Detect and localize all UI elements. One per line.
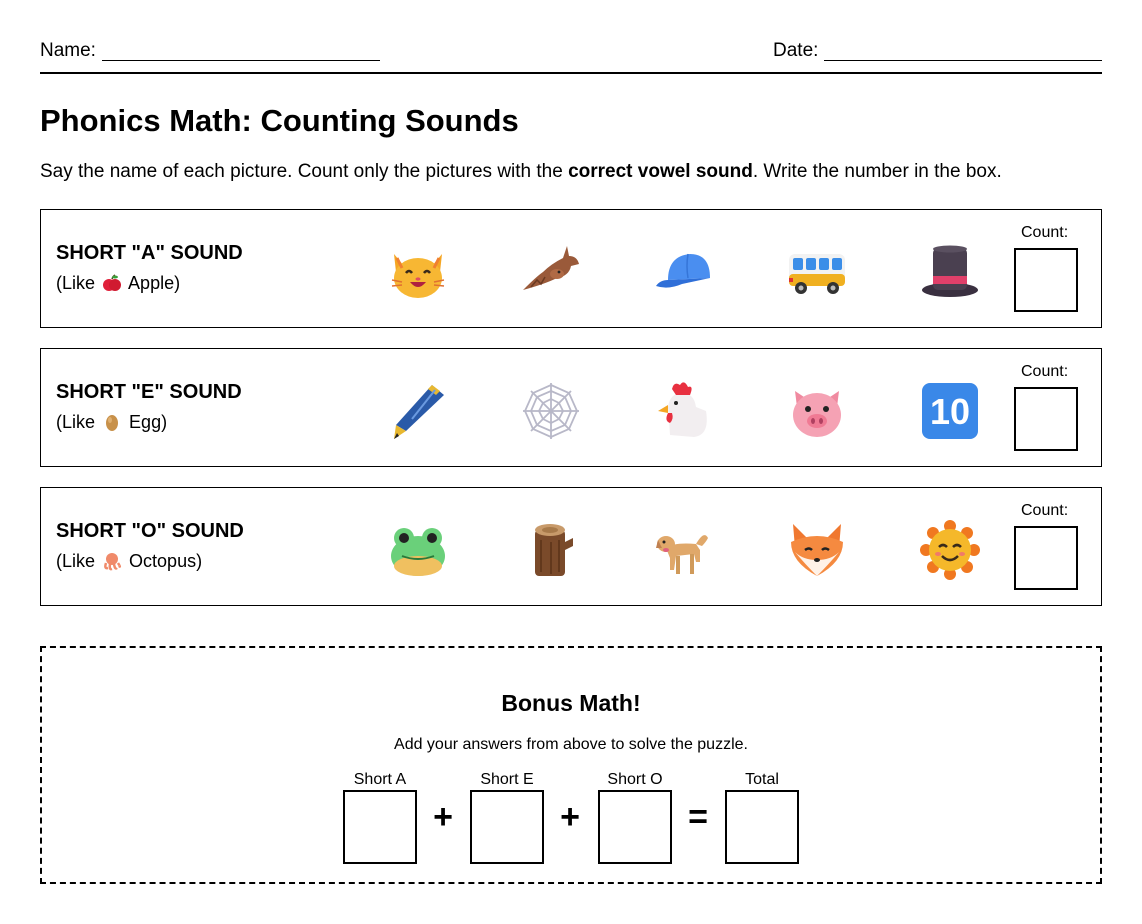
example-word: Egg) (129, 412, 168, 432)
short-a-answer-box[interactable] (343, 790, 417, 864)
bonus-instructions: Add your answers from above to solve the puzzle. (394, 736, 748, 753)
cap-icon (654, 242, 714, 302)
instructions-bold: correct vowel sound (568, 161, 753, 182)
chicken-icon (654, 381, 714, 441)
name-field[interactable] (102, 60, 380, 61)
short-e-label: Short E (480, 771, 534, 788)
short-o-answer-box[interactable] (598, 790, 672, 864)
instructions-text-end: . Write the number in the box. (752, 161, 1002, 182)
count-box-short-e[interactable] (1014, 387, 1078, 451)
date-label: Date: (773, 40, 819, 61)
section-short-e (40, 348, 1102, 467)
short-o-label: Short O (607, 771, 663, 788)
example-prefix: (Like (56, 273, 96, 293)
section-example (56, 551, 202, 572)
example-prefix: (Like (56, 551, 96, 571)
page-title: Phonics Math: Counting Sounds (40, 103, 519, 138)
plus-operator: + (560, 798, 580, 836)
pen-icon (388, 381, 448, 441)
bonus-math-section (40, 646, 1102, 884)
frog-face-icon (388, 520, 448, 580)
section-title: SHORT "O" SOUND (56, 520, 244, 542)
example-word: Apple) (128, 273, 181, 293)
short-a-label: Short A (353, 771, 407, 788)
ten-keycap-icon (920, 381, 980, 441)
svg-text:10: 10 (929, 391, 971, 432)
example-word: Octopus) (129, 551, 203, 571)
fox-face-icon (787, 520, 847, 580)
spider-web-icon (521, 381, 581, 441)
dog-icon (654, 520, 714, 580)
instructions-text: Say the name of each picture. Count only the pictures with the (40, 161, 569, 182)
pig-face-icon (787, 381, 847, 441)
short-e-answer-box[interactable] (470, 790, 544, 864)
instructions (40, 161, 1002, 183)
worksheet-header (40, 38, 1102, 74)
bus-icon (787, 242, 847, 302)
sun-face-icon (920, 520, 980, 580)
bat-icon (521, 242, 581, 302)
name-label: Name: (40, 40, 96, 61)
section-title: SHORT "A" SOUND (56, 242, 243, 264)
apple-icon (102, 273, 122, 293)
top-hat-icon (920, 242, 980, 302)
example-prefix: (Like (56, 412, 96, 432)
section-short-a (40, 209, 1102, 328)
total-answer-box[interactable] (725, 790, 799, 864)
count-label: Count: (1021, 224, 1069, 241)
bonus-title: Bonus Math! (501, 690, 641, 716)
date-field[interactable] (824, 60, 1102, 61)
section-example (56, 412, 167, 433)
log-icon (521, 520, 581, 580)
section-title: SHORT "E" SOUND (56, 381, 242, 403)
cat-face-icon (388, 242, 448, 302)
equals-operator: = (688, 798, 708, 836)
count-box-short-o[interactable] (1014, 526, 1078, 590)
plus-operator: + (433, 798, 453, 836)
count-label: Count: (1021, 502, 1069, 519)
octopus-icon (102, 551, 122, 571)
section-short-o (40, 487, 1102, 606)
section-example (56, 273, 180, 294)
egg-icon (102, 412, 122, 432)
count-box-short-a[interactable] (1014, 248, 1078, 312)
total-label: Total (745, 771, 779, 788)
count-label: Count: (1021, 363, 1069, 380)
